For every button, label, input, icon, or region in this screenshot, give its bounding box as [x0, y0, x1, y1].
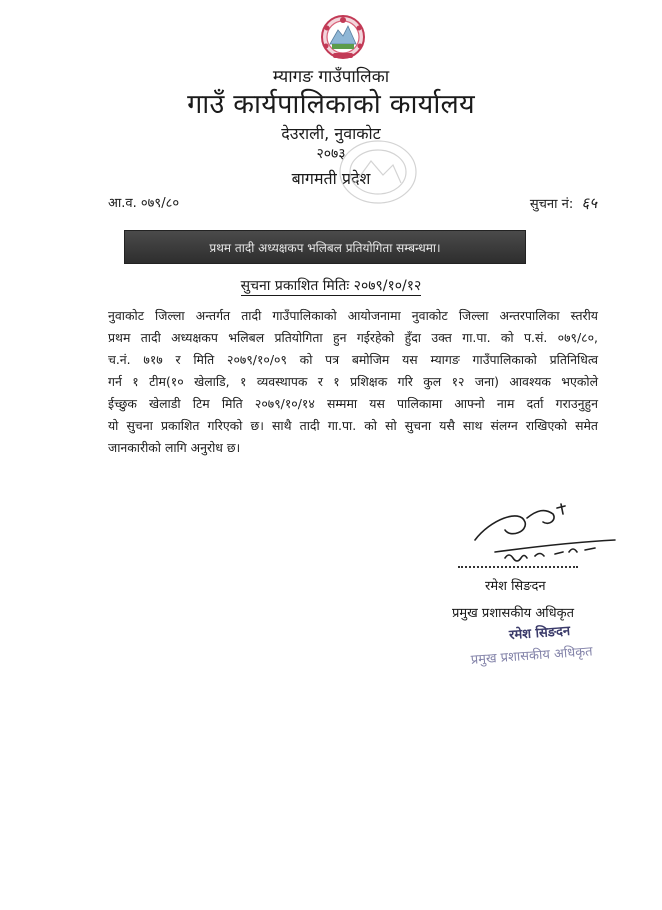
nepal-emblem-icon [318, 14, 368, 60]
signatory-title: प्रमुख प्रशासकीय अधिकृत [452, 606, 575, 621]
body-line: ईच्छुक खेलाडी टिम मिति २०७९/१०/१४ सम्ममा यस पालिकामा आफ्नो नाम दर्ता गराउनुहुन [108, 396, 598, 411]
office-title: गाउँ कार्यपालिकाको कार्यालय [187, 89, 475, 120]
official-stamp [468, 610, 621, 670]
signatory-name: रमेश सिङदन [485, 579, 546, 594]
stamp-title: प्रमुख प्रशासकीय अधिकृत [470, 644, 594, 668]
subject-banner [124, 230, 526, 264]
body-line: जानकारीको लागि अनुरोध छ। [108, 440, 241, 455]
faint-stamp-icon [335, 135, 421, 209]
province-name: बागमती प्रदेश [291, 169, 371, 188]
notice-number-value: ६५ [581, 194, 597, 212]
body-line: नुवाकोट जिल्ला अन्तर्गत तादी गाउँपालिकाको आयोजनामा नुवाकोट जिल्ला अन्तरपालिका स्तरीय [108, 308, 598, 323]
stamp-name: रमेश सिङदन [508, 623, 571, 644]
established-year: २०७३ [316, 146, 346, 162]
body-line: गर्न १ टीम(१० खेलाडि, १ व्यवस्थापक र १ प्रशिक्षक गरि कुल १२ जना) आवश्यक भएकोले [108, 374, 598, 389]
published-date-text: सुचना प्रकाशित मितिः २०७९/१०/१२ [240, 278, 422, 294]
municipality-name: म्यागङ गाउँपालिका [272, 67, 390, 87]
subject-text: प्रथम तादी अध्यक्षकप भलिबल प्रतियोगिता सम्बन्धमा। [209, 240, 441, 255]
signature-dotted-line [458, 560, 578, 568]
published-date [0, 276, 662, 295]
body-line: च.नं. ७१७ र मिति २०७९/१०/०९ को पत्र बमोजिम यस म्यागङ गाउँपालिकाको प्रतिनिधित्व [108, 352, 598, 367]
body-line: यो सुचना प्रकाशित गरिएको छ। साथै तादी गा.पा. को सो सुचना यसै साथ संलग्न राखिएको समेत [108, 418, 598, 433]
body-line: प्रथम तादी अध्यक्षकप भलिबल प्रतियोगिता हुन गईरहेको हुँदा उक्त गा.पा. को प.सं. ०७९/८०, [108, 330, 598, 345]
office-address: देउराली, नुवाकोट [281, 124, 381, 143]
notice-number-field [530, 193, 597, 213]
notice-body [108, 305, 598, 459]
fiscal-year: आ.व. ०७९/८० [108, 196, 180, 211]
notice-number-label: सुचना नं: [529, 197, 574, 212]
